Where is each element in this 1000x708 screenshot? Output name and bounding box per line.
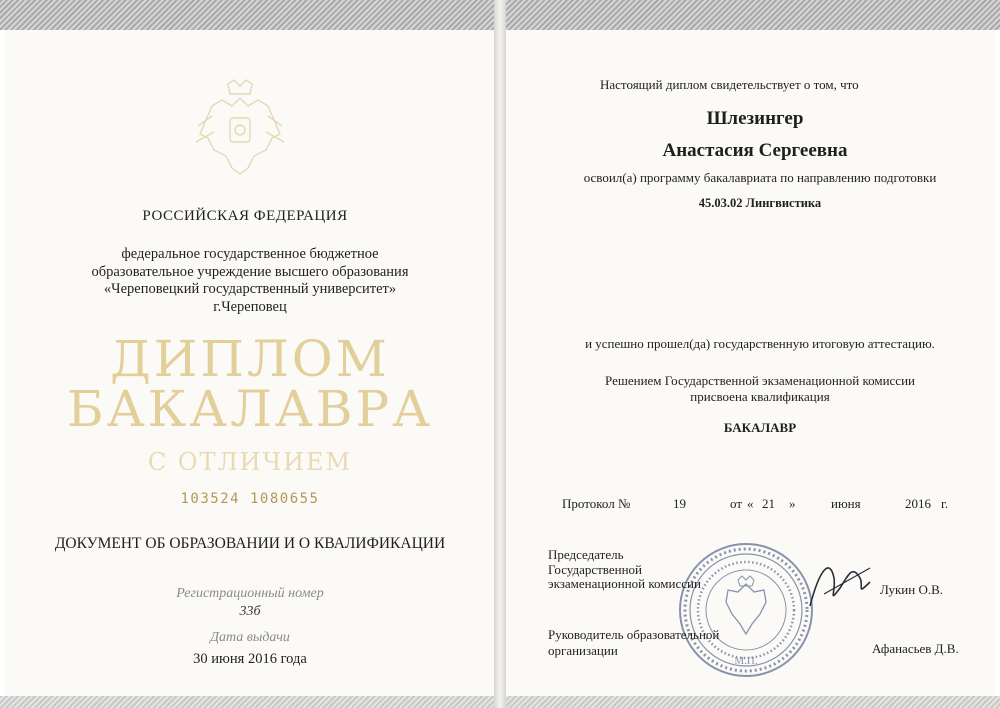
head-line-2: организации [548, 643, 618, 658]
registration-number-label: Регистрационный номер [176, 586, 324, 601]
institution-line-3: «Череповецкий государственный университет» [103, 281, 397, 297]
certification-intro: Настоящий диплом свидетельствует о том, что [600, 77, 859, 92]
diploma-title: ДИПЛОМ [110, 330, 390, 388]
country-name: РОССИЙСКАЯ ФЕДЕРАЦИЯ [142, 208, 348, 224]
protocol-month: июня [831, 496, 861, 511]
coat-of-arms-emblem [192, 76, 288, 186]
issue-date: 30 июня 2016 года [193, 651, 307, 667]
diploma-spine [494, 0, 506, 708]
protocol-number: 19 [673, 496, 686, 511]
specialty: 45.03.02 Лингвистика [698, 196, 822, 210]
registration-number: 33б [239, 604, 261, 619]
graduate-surname: Шлезингер [706, 108, 804, 129]
commission-decision [560, 373, 960, 405]
chair-signature [800, 548, 880, 618]
head-line-1: Руководитель образовательной [548, 627, 720, 642]
protocol-year: 2016 [905, 496, 931, 511]
protocol-from: от [730, 496, 743, 511]
chair-line-2: Государственной [548, 561, 643, 577]
institution-name [75, 246, 425, 299]
chair-line-1: Председатель [548, 547, 624, 562]
qualification: БАКАЛАВР [723, 420, 797, 435]
decision-line-2: присвоена квалификация [690, 389, 830, 404]
head-name: Афанасьев Д.В. [872, 641, 959, 656]
protocol-close-quote: » [789, 496, 796, 511]
protocol-day: 21 [762, 496, 775, 511]
institution-line-2: образовательное учреждение высшего образования [91, 263, 409, 280]
honors-label: С ОТЛИЧИЕМ [147, 448, 353, 476]
serial-number: 103524 1080655 [180, 491, 320, 507]
issue-date-label: Дата выдачи [210, 630, 290, 645]
diploma-degree-title: БАКАЛАВРА [66, 380, 433, 438]
attestation-statement: и успешно прошел(да) государственную итоговую аттестацию. [585, 336, 935, 351]
protocol-year-suffix: г. [941, 496, 949, 511]
chair-name: Лукин О.В. [880, 582, 944, 597]
graduate-name: Анастасия Сергеевна [662, 140, 848, 161]
head-title [548, 627, 748, 659]
decision-line-1: Решением Государственной экзаменационной комиссии [605, 373, 915, 388]
program-statement: освоил(а) программу бакалавриата по направлению подготовки [583, 170, 937, 185]
chair-title [548, 548, 708, 592]
institution-city: г.Череповец [213, 299, 287, 315]
seal-mark: М.П. [734, 655, 758, 667]
chair-line-3: экзаменационной комиссии [548, 576, 701, 591]
protocol-open-quote: « [747, 496, 754, 511]
protocol-label: Протокол № [562, 496, 631, 511]
document-type: ДОКУМЕНТ ОБ ОБРАЗОВАНИИ И О КВАЛИФИКАЦИИ [54, 535, 446, 552]
institution-line-1: федеральное государственное бюджетное [121, 246, 379, 262]
